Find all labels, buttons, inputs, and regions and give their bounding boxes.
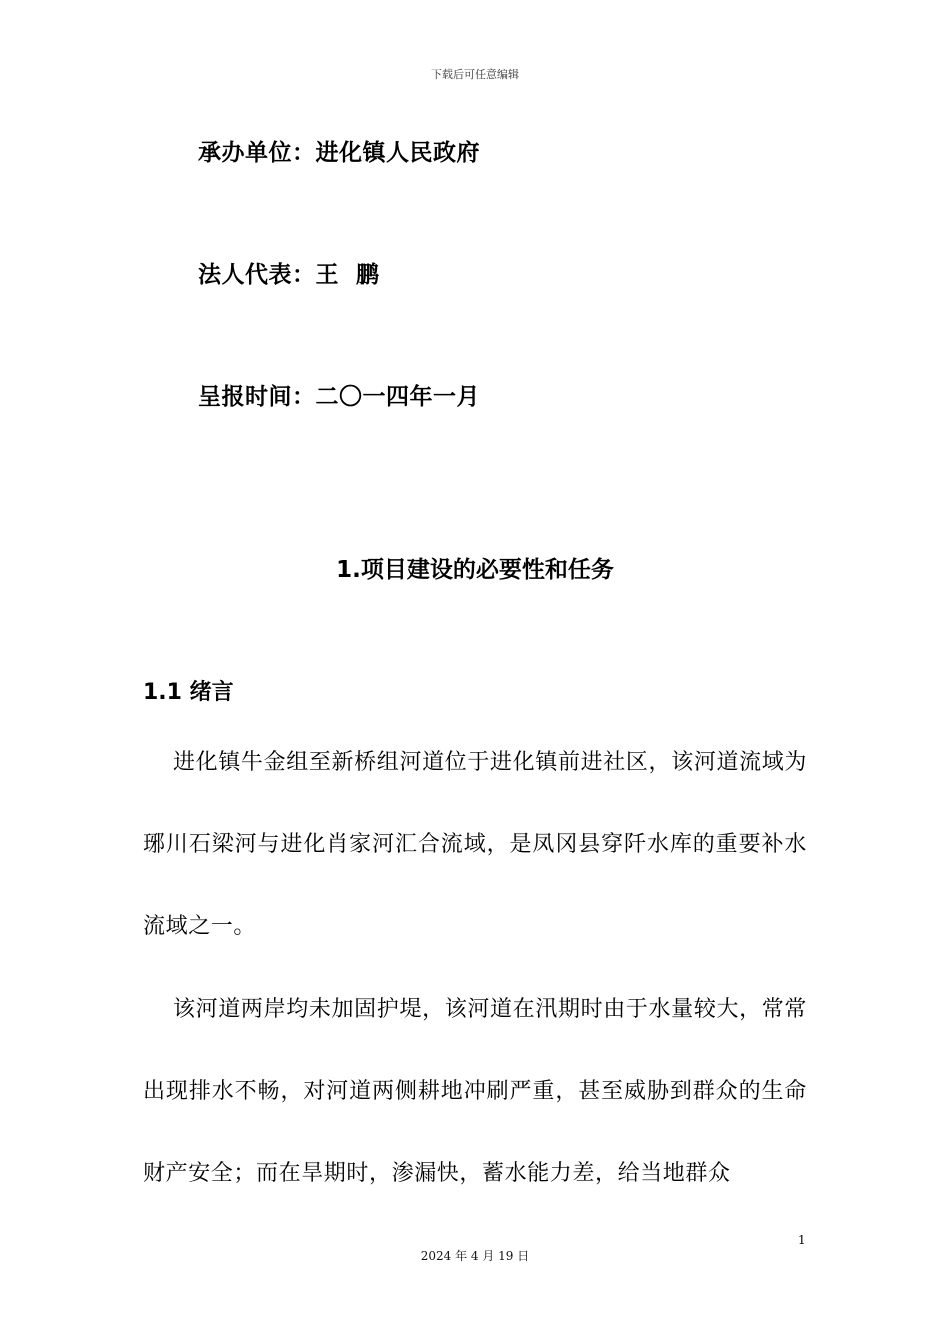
page-header-note: 下载后可任意编辑 [431,68,519,81]
undertaking-unit-label: 承办单位： [198,140,316,166]
legal-representative-value: 王 鹏 [315,262,380,288]
submission-date-value: 二〇一四年一月 [315,384,480,410]
legal-representative-label: 法人代表： [198,262,316,288]
footer-date: 2024 年 4 月 19 日 [420,1249,530,1263]
undertaking-unit-line [198,134,480,167]
legal-representative-line [198,256,380,289]
body-paragraph: 该河道两岸均未加固护堤，该河道在汛期时由于水量较大，常常出现排水不畅，对河道两侧耕地冲刷严重，甚至威胁到群众的生命财产安全；而在旱期时，渗漏快，蓄水能力差，给当地群众 [143,997,807,1186]
body-paragraph: 进化镇牛金组至新桥组河道位于进化镇前进社区，该河道流域为琊川石梁河与进化肖家河汇合流域，是凤冈县穿阡水库的重要补水流域之一。 [143,750,807,939]
page-number: 1 [798,1233,806,1247]
submission-date-label: 呈报时间： [198,384,316,410]
undertaking-unit-value: 进化镇人民政府 [315,140,480,166]
section-title: 1.项目建设的必要性和任务 [336,557,614,583]
subsection-title: 1.1 绪言 [143,680,234,705]
submission-date-line [198,378,480,411]
